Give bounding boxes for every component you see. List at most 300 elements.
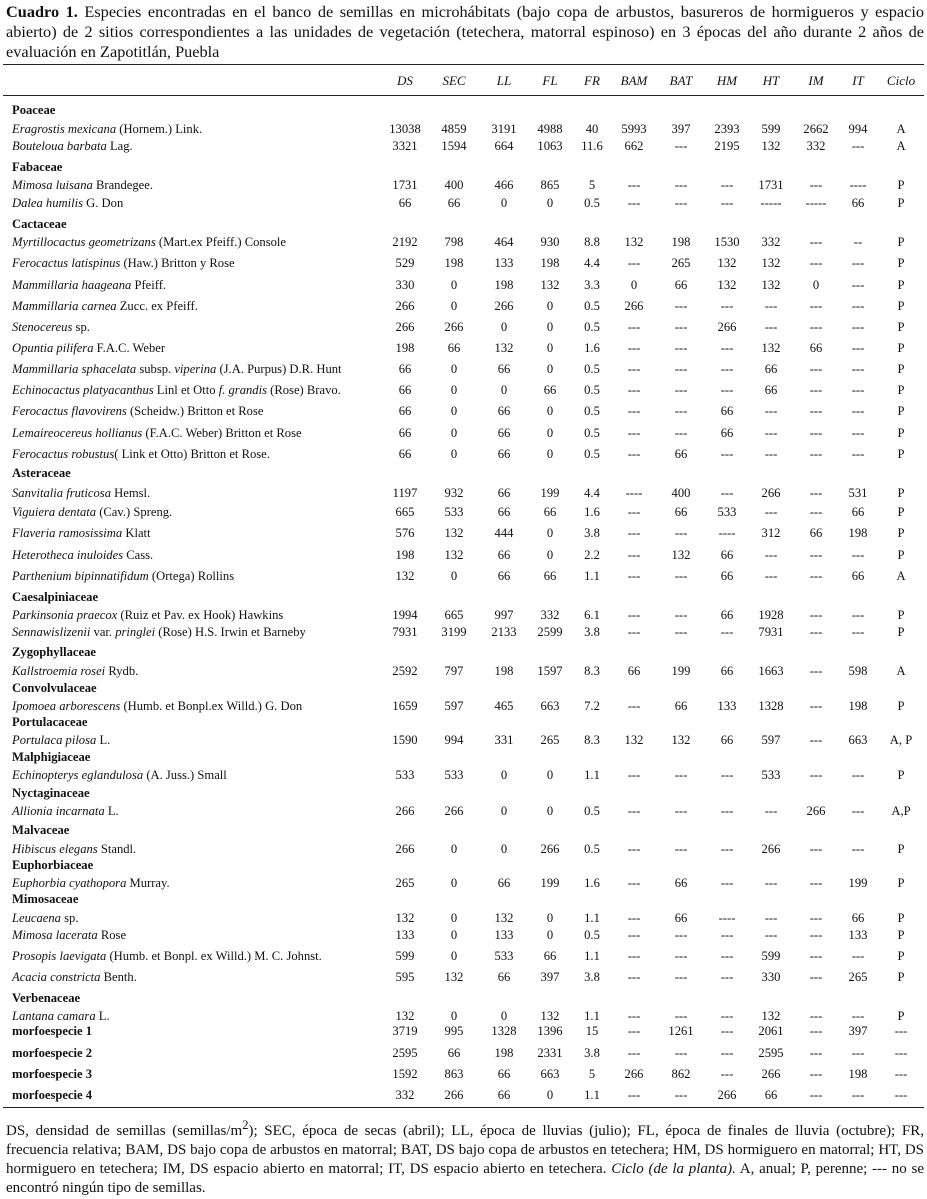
cell-bam: --- bbox=[627, 383, 641, 397]
cell-ll: 0 bbox=[500, 196, 508, 210]
cell-ht: 597 bbox=[761, 733, 781, 747]
cell-bat: --- bbox=[674, 526, 688, 540]
cell-im: --- bbox=[809, 447, 823, 461]
cell-ht: --- bbox=[764, 569, 778, 583]
cell-fr: 40 bbox=[585, 122, 599, 136]
cell-bat: --- bbox=[674, 196, 688, 210]
species-genus: Leucaena bbox=[12, 911, 61, 925]
column-header-ht: HT bbox=[762, 73, 780, 88]
cell-ds: 198 bbox=[395, 341, 415, 355]
cell-ds: 265 bbox=[395, 876, 415, 890]
cell-bam: --- bbox=[627, 526, 641, 540]
cell-fl: 930 bbox=[540, 235, 560, 249]
species-author: (Haw.) Britton y Rose bbox=[120, 256, 235, 270]
cell-ds: 330 bbox=[395, 278, 415, 292]
cell-sec: 66 bbox=[447, 341, 461, 355]
cell-sec: 0 bbox=[450, 383, 458, 397]
species-name bbox=[12, 234, 286, 250]
table-row bbox=[0, 767, 927, 783]
cell-fl: 132 bbox=[540, 1009, 560, 1023]
cell-ll: 466 bbox=[494, 178, 514, 192]
cell-bam: 132 bbox=[624, 733, 644, 747]
cell-ht: 66 bbox=[764, 1088, 778, 1102]
cell-fl: 0 bbox=[546, 196, 554, 210]
species-genus: Sanvitalia fruticosa bbox=[12, 486, 111, 500]
cell-it: 66 bbox=[851, 505, 865, 519]
cell-fr: 1.1 bbox=[584, 1009, 600, 1023]
table-row bbox=[0, 547, 927, 563]
cell-bam: 662 bbox=[624, 139, 644, 153]
species-author: Klatt bbox=[122, 526, 151, 540]
cell-it: 198 bbox=[848, 699, 868, 713]
cell-ds: 266 bbox=[395, 299, 415, 313]
cell-bat: --- bbox=[674, 949, 688, 963]
cell-fr: 1.1 bbox=[584, 768, 600, 782]
species-name bbox=[12, 138, 133, 154]
cell-bat: --- bbox=[674, 928, 688, 942]
cell-hm: --- bbox=[720, 1046, 734, 1060]
cell-bam: --- bbox=[627, 1009, 641, 1023]
cell-bam: 0 bbox=[630, 278, 638, 292]
species-author: L. bbox=[104, 804, 119, 818]
table-row bbox=[0, 1008, 927, 1024]
cell-it: --- bbox=[851, 608, 865, 622]
family-header-row bbox=[0, 785, 927, 801]
cell-fr: 8.3 bbox=[584, 733, 600, 747]
cell-fl: 0 bbox=[546, 341, 554, 355]
species-author: subsp. bbox=[136, 362, 175, 376]
cell-sec: 533 bbox=[444, 768, 464, 782]
cell-it: --- bbox=[851, 804, 865, 818]
cell-it: 994 bbox=[848, 122, 868, 136]
table-row bbox=[0, 446, 927, 462]
cell-ds: 1592 bbox=[392, 1067, 418, 1081]
cell-bat: 66 bbox=[674, 505, 688, 519]
cell-hm: 266 bbox=[717, 1088, 737, 1102]
table-row bbox=[0, 255, 927, 271]
cell-im: --- bbox=[809, 1067, 823, 1081]
table-row bbox=[0, 403, 927, 419]
species-name bbox=[12, 485, 150, 501]
species-genus: Hibiscus elegans bbox=[12, 842, 98, 856]
cell-fl: 4988 bbox=[537, 122, 563, 136]
cell-it: --- bbox=[851, 320, 865, 334]
cell-ds: 13038 bbox=[389, 122, 421, 136]
cell-ht: 66 bbox=[764, 362, 778, 376]
cell-ll: 464 bbox=[494, 235, 514, 249]
cell-ll: 66 bbox=[497, 1067, 511, 1081]
cell-fl: 66 bbox=[543, 569, 557, 583]
family-name: Malvaceae bbox=[12, 823, 70, 837]
cell-ht: --- bbox=[764, 804, 778, 818]
cell-ciclo: P bbox=[897, 320, 905, 334]
cell-ds: 2595 bbox=[392, 1046, 418, 1060]
family-name: Caesalpiniaceae bbox=[12, 590, 99, 604]
cell-fl: 1063 bbox=[537, 139, 563, 153]
cell-fr: 0.5 bbox=[584, 804, 600, 818]
species-name bbox=[12, 607, 283, 623]
species-name bbox=[12, 1008, 110, 1024]
column-header-fr: FR bbox=[584, 73, 600, 88]
cell-fr: 1.6 bbox=[584, 876, 600, 890]
family-name: Nyctaginaceae bbox=[12, 786, 90, 800]
cell-fl: 266 bbox=[540, 842, 560, 856]
species-genus: Lemaireocereus hollianus bbox=[12, 426, 143, 440]
species-genus: Flaveria ramosissima bbox=[12, 526, 123, 540]
cell-ht: 1663 bbox=[758, 664, 784, 678]
column-header-ll: LL bbox=[496, 73, 512, 88]
cell-bat: --- bbox=[674, 970, 688, 984]
table-footnote bbox=[6, 1116, 924, 1198]
cell-sec: 533 bbox=[444, 505, 464, 519]
species-genus: Ipomoea arborescens bbox=[12, 699, 121, 713]
cell-ciclo: P bbox=[897, 608, 905, 622]
cell-it: --- bbox=[851, 139, 865, 153]
cell-bam: --- bbox=[627, 699, 641, 713]
morfoespecie-label: morfoespecie 2 bbox=[12, 1046, 93, 1060]
cell-it: --- bbox=[851, 842, 865, 856]
cell-fr: 3.8 bbox=[584, 970, 600, 984]
cell-sec: 132 bbox=[444, 970, 464, 984]
cell-fl: 0 bbox=[546, 911, 554, 925]
cell-sec: 932 bbox=[444, 486, 464, 500]
species-genus: Allionia incarnata bbox=[12, 804, 105, 818]
cell-fl: 0 bbox=[546, 404, 554, 418]
cell-bat: 1261 bbox=[668, 1024, 694, 1038]
table-row bbox=[0, 525, 927, 541]
cell-im: --- bbox=[809, 842, 823, 856]
cell-fr: 5 bbox=[588, 1067, 596, 1081]
cell-sec: 597 bbox=[444, 699, 464, 713]
table-row-morfoespecie bbox=[0, 1087, 927, 1103]
cell-ll: 465 bbox=[494, 699, 514, 713]
cell-ciclo: P bbox=[897, 404, 905, 418]
family-name: Malphigiaceae bbox=[12, 750, 91, 764]
cell-ds: 266 bbox=[395, 842, 415, 856]
table-row bbox=[0, 504, 927, 520]
cell-sec: 995 bbox=[444, 1024, 464, 1038]
table-row bbox=[0, 732, 927, 748]
cell-ll: 66 bbox=[497, 486, 511, 500]
cell-bam: 132 bbox=[624, 235, 644, 249]
species-genus: Ferocactus latispinus bbox=[12, 256, 121, 270]
cell-ciclo: P bbox=[897, 362, 905, 376]
cell-ds: 2192 bbox=[392, 235, 418, 249]
cell-ciclo: P bbox=[897, 505, 905, 519]
cell-ll: 66 bbox=[497, 404, 511, 418]
cell-fr: 1.1 bbox=[584, 569, 600, 583]
cell-hm: 533 bbox=[717, 505, 737, 519]
cell-ciclo: P bbox=[897, 178, 905, 192]
cell-bat: --- bbox=[674, 320, 688, 334]
cell-ll: 997 bbox=[494, 608, 514, 622]
cell-it: --- bbox=[851, 1088, 865, 1102]
cell-bam: ---- bbox=[625, 486, 643, 500]
cell-hm: ---- bbox=[718, 526, 736, 540]
species-genus: Opuntia pilifera bbox=[12, 341, 94, 355]
species-author: (Ortega) Rollins bbox=[148, 569, 235, 583]
cell-ciclo: P bbox=[897, 1009, 905, 1023]
table-row bbox=[0, 568, 927, 584]
cell-im: --- bbox=[809, 699, 823, 713]
cell-hm: 1530 bbox=[714, 235, 740, 249]
cell-it: 397 bbox=[848, 1024, 868, 1038]
cell-ds: 266 bbox=[395, 320, 415, 334]
table-row bbox=[0, 121, 927, 137]
species-name bbox=[12, 969, 137, 985]
table-row bbox=[0, 969, 927, 985]
cell-ll: 266 bbox=[494, 299, 514, 313]
family-name: Verbenaceae bbox=[12, 991, 81, 1005]
cell-ciclo: P bbox=[897, 699, 905, 713]
cell-ciclo: --- bbox=[894, 1088, 908, 1102]
family-name: Asteraceae bbox=[12, 466, 71, 480]
cell-ciclo: P bbox=[897, 949, 905, 963]
species-name bbox=[12, 732, 110, 748]
cell-hm: 2393 bbox=[714, 122, 740, 136]
species-name bbox=[12, 767, 227, 783]
family-header-row bbox=[0, 990, 927, 1006]
cell-sec: 0 bbox=[450, 299, 458, 313]
cell-hm: 66 bbox=[720, 569, 734, 583]
cell-im: --- bbox=[809, 664, 823, 678]
table-bottom-rule bbox=[3, 1107, 924, 1108]
cell-fr: 8.8 bbox=[584, 235, 600, 249]
cell-bat: --- bbox=[674, 404, 688, 418]
family-header-row bbox=[0, 102, 927, 118]
family-header-row bbox=[0, 680, 927, 696]
cell-ciclo: P bbox=[897, 196, 905, 210]
species-author: (A. Juss.) Small bbox=[143, 768, 227, 782]
cell-bat: --- bbox=[674, 569, 688, 583]
cell-bam: --- bbox=[627, 569, 641, 583]
cell-fr: 5 bbox=[588, 178, 596, 192]
cell-it: --- bbox=[851, 404, 865, 418]
cell-fl: 132 bbox=[540, 278, 560, 292]
cell-bat: 66 bbox=[674, 876, 688, 890]
cell-sec: 266 bbox=[444, 804, 464, 818]
species-author: (Humb. et Bonpl. ex Willd.) M. C. Johnst. bbox=[106, 949, 322, 963]
cell-bat: --- bbox=[674, 1046, 688, 1060]
cell-im: --- bbox=[809, 404, 823, 418]
cell-hm: --- bbox=[720, 928, 734, 942]
cell-fl: 0 bbox=[546, 426, 554, 440]
cell-bam: --- bbox=[627, 768, 641, 782]
species-author: G. Don bbox=[83, 196, 124, 210]
table-row-morfoespecie bbox=[0, 1066, 927, 1082]
cell-hm: 66 bbox=[720, 548, 734, 562]
cell-sec: 0 bbox=[450, 842, 458, 856]
cell-fl: 265 bbox=[540, 733, 560, 747]
table-row bbox=[0, 382, 927, 398]
cell-fl: 0 bbox=[546, 768, 554, 782]
cell-bam: --- bbox=[627, 178, 641, 192]
cell-ll: 66 bbox=[497, 876, 511, 890]
table-row-morfoespecie bbox=[0, 1023, 927, 1039]
cell-bat: 199 bbox=[671, 664, 691, 678]
cell-ll: 444 bbox=[494, 526, 514, 540]
cell-fl: 66 bbox=[543, 949, 557, 963]
cell-ll: 132 bbox=[494, 911, 514, 925]
cell-fr: 3.8 bbox=[584, 526, 600, 540]
cell-bam: --- bbox=[627, 1024, 641, 1038]
cell-it: 198 bbox=[848, 1067, 868, 1081]
cell-fr: 0.5 bbox=[584, 928, 600, 942]
cell-ll: 198 bbox=[494, 664, 514, 678]
cell-hm: --- bbox=[720, 768, 734, 782]
cell-ll: 533 bbox=[494, 949, 514, 963]
cell-fr: 4.4 bbox=[584, 256, 600, 270]
column-header-it: IT bbox=[852, 73, 864, 88]
cell-bam: --- bbox=[627, 404, 641, 418]
cell-fl: 66 bbox=[543, 505, 557, 519]
cell-bat: --- bbox=[674, 1009, 688, 1023]
species-genus: Myrtillocactus geometrizans bbox=[12, 235, 156, 249]
cell-ht: 1731 bbox=[758, 178, 784, 192]
cell-ds: 66 bbox=[398, 383, 412, 397]
species-name bbox=[12, 403, 263, 419]
cell-im: 2662 bbox=[803, 122, 829, 136]
cell-fl: 0 bbox=[546, 447, 554, 461]
cell-ll: 0 bbox=[500, 1009, 508, 1023]
cell-bat: --- bbox=[674, 362, 688, 376]
cell-bam: --- bbox=[627, 625, 641, 639]
family-header-row bbox=[0, 644, 927, 660]
cell-hm: --- bbox=[720, 804, 734, 818]
cell-it: 265 bbox=[848, 970, 868, 984]
cell-ciclo: A bbox=[896, 569, 906, 583]
cell-fl: 1597 bbox=[537, 664, 563, 678]
cell-im: --- bbox=[809, 949, 823, 963]
species-genus: Viguiera dentata bbox=[12, 505, 97, 519]
cell-fl: 2331 bbox=[537, 1046, 563, 1060]
cell-fl: 0 bbox=[546, 299, 554, 313]
cell-ds: 266 bbox=[395, 804, 415, 818]
cell-sec: 994 bbox=[444, 733, 464, 747]
cell-im: --- bbox=[809, 911, 823, 925]
cell-hm: 66 bbox=[720, 664, 734, 678]
cell-sec: 863 bbox=[444, 1067, 464, 1081]
cell-bam: --- bbox=[627, 505, 641, 519]
species-author: Rose bbox=[97, 928, 127, 942]
species-name bbox=[12, 446, 270, 462]
species-genus: Prosopis laevigata bbox=[12, 949, 107, 963]
cell-im: --- bbox=[809, 178, 823, 192]
cell-hm: --- bbox=[720, 842, 734, 856]
cell-ll: 66 bbox=[497, 970, 511, 984]
cell-sec: 0 bbox=[450, 928, 458, 942]
cell-sec: 0 bbox=[450, 278, 458, 292]
cell-bam: --- bbox=[627, 548, 641, 562]
species-name bbox=[12, 277, 166, 293]
species-genus: Stenocereus bbox=[12, 320, 73, 334]
cell-im: --- bbox=[809, 733, 823, 747]
cell-sec: 198 bbox=[444, 256, 464, 270]
species-name bbox=[12, 927, 126, 943]
cell-ll: 198 bbox=[494, 1046, 514, 1060]
cell-sec: 0 bbox=[450, 911, 458, 925]
cell-hm: --- bbox=[720, 341, 734, 355]
species-name bbox=[12, 340, 165, 356]
cell-fr: 15 bbox=[585, 1024, 599, 1038]
caption-text: Especies encontradas en el banco de semillas en microhábitats (bajo copa de arbustos, basureros de hormigueros y espacio abierto) de 2 sitios correspondientes a las unidades de vegetación (tetechera, matorral espinoso) en 3 épocas del año durante 2 años de evaluación en Zapotitlán, Puebla bbox=[6, 2, 924, 61]
species-name bbox=[12, 910, 78, 926]
cell-fr: 0.5 bbox=[584, 299, 600, 313]
cell-bam: --- bbox=[627, 256, 641, 270]
cell-ht: 332 bbox=[761, 235, 781, 249]
cell-hm: --- bbox=[720, 178, 734, 192]
cell-im: ----- bbox=[805, 196, 827, 210]
cell-ll: 66 bbox=[497, 362, 511, 376]
cell-fr: 1.1 bbox=[584, 1088, 600, 1102]
cell-ds: 132 bbox=[395, 1009, 415, 1023]
species-genus: Euphorbia cyathopora bbox=[12, 876, 127, 890]
cell-hm: --- bbox=[720, 383, 734, 397]
cell-ds: 533 bbox=[395, 768, 415, 782]
table-row bbox=[0, 841, 927, 857]
cell-bat: --- bbox=[674, 178, 688, 192]
cell-ds: 1590 bbox=[392, 733, 418, 747]
cell-sec: 66 bbox=[447, 1046, 461, 1060]
cell-bat: 132 bbox=[671, 733, 691, 747]
cell-ht: 7931 bbox=[758, 625, 784, 639]
species-genus: Bouteloua barbata bbox=[12, 139, 107, 153]
cell-ciclo: A, P bbox=[889, 733, 913, 747]
cell-bam: --- bbox=[627, 1046, 641, 1060]
table-row bbox=[0, 948, 927, 964]
cell-ll: 66 bbox=[497, 1088, 511, 1102]
cell-ciclo: A,P bbox=[891, 804, 911, 818]
cell-ll: 66 bbox=[497, 505, 511, 519]
cell-ciclo: A bbox=[896, 664, 906, 678]
cell-ds: 133 bbox=[395, 928, 415, 942]
cell-bam: 266 bbox=[624, 1067, 644, 1081]
cell-bat: --- bbox=[674, 804, 688, 818]
cell-it: --- bbox=[851, 383, 865, 397]
cell-bam: 66 bbox=[627, 664, 641, 678]
cell-it: --- bbox=[851, 447, 865, 461]
species-author: sp. bbox=[60, 911, 79, 925]
table-row bbox=[0, 425, 927, 441]
table-row bbox=[0, 195, 927, 211]
cell-ht: 599 bbox=[761, 122, 781, 136]
cell-bat: --- bbox=[674, 299, 688, 313]
cell-ll: 133 bbox=[494, 256, 514, 270]
cell-fr: 3.8 bbox=[584, 1046, 600, 1060]
cell-hm: 66 bbox=[720, 733, 734, 747]
cell-fr: 0.5 bbox=[584, 196, 600, 210]
cell-fr: 1.6 bbox=[584, 505, 600, 519]
cell-ds: 1659 bbox=[392, 699, 418, 713]
cell-hm: --- bbox=[720, 1024, 734, 1038]
cell-fr: 0.5 bbox=[584, 404, 600, 418]
species-author: Brandegee. bbox=[92, 178, 153, 192]
cell-ciclo: P bbox=[897, 625, 905, 639]
cell-bam: 266 bbox=[624, 299, 644, 313]
cell-ht: --- bbox=[764, 505, 778, 519]
species-genus: Ferocactus flavovirens bbox=[12, 404, 127, 418]
species-infraspecific: f. grandis bbox=[218, 383, 268, 397]
cell-sec: 66 bbox=[447, 196, 461, 210]
cell-sec: 665 bbox=[444, 608, 464, 622]
cell-bam: 5993 bbox=[621, 122, 647, 136]
cell-ds: 66 bbox=[398, 404, 412, 418]
cell-sec: 0 bbox=[450, 362, 458, 376]
cell-sec: 132 bbox=[444, 526, 464, 540]
cell-hm: --- bbox=[720, 876, 734, 890]
cell-ht: 266 bbox=[761, 842, 781, 856]
family-header-row bbox=[0, 589, 927, 605]
